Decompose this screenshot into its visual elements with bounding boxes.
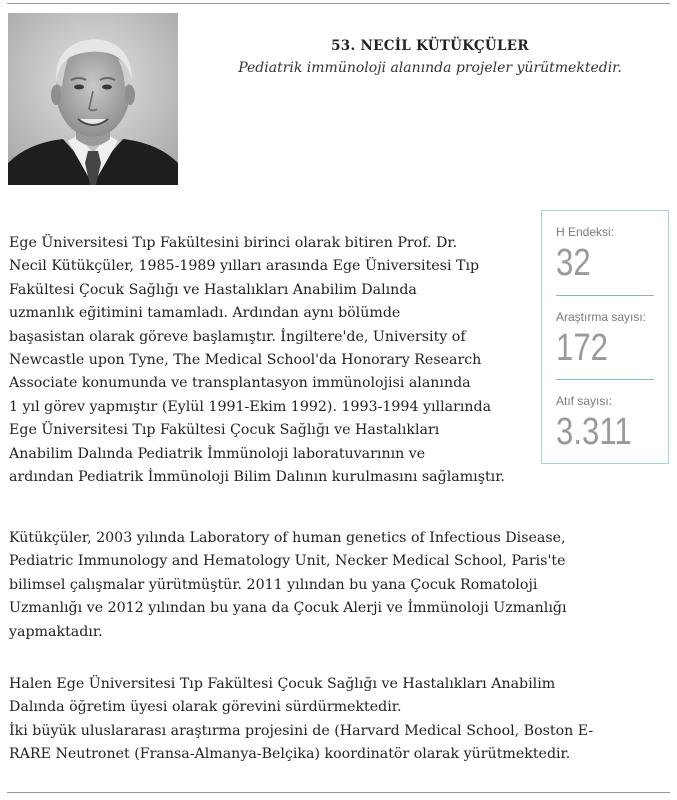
text-line: Necil Kütükçüler, 1985-1989 yılları arasında Ege Üniversitesi Tıp	[9, 258, 480, 275]
stat-label: Araştırma sayısı:	[556, 310, 647, 324]
text-line: Uzmanlığı ve 2012 yılından bu yana da Çocuk Alerji ve İmmünoloji Uzmanlığı	[9, 600, 567, 617]
portrait-photo	[8, 13, 178, 185]
stat-label: H Endeksi:	[556, 225, 615, 239]
stat-label: Atıf sayısı:	[556, 394, 613, 408]
portrait-illustration	[8, 13, 178, 185]
stat-value: 3.311	[556, 411, 632, 453]
text-line: Kütükçüler, 2003 yılında Laboratory of human genetics of Infectious Disease,	[9, 530, 566, 546]
text-line: Anabilim Dalında Pediatrik İmmünoloji laboratuvarının ve	[9, 445, 426, 462]
text-line: yapmaktadır.	[9, 623, 103, 640]
text-line: Associate konumunda ve transplantasyon immünolojisi alanında	[9, 375, 471, 392]
stat-value: 172	[556, 327, 608, 369]
text-line: Halen Ege Üniversitesi Tıp Fakültesi Çocuk Sağlığı ve Hastalıkları Anabilim	[9, 676, 556, 692]
text-line: uzmanlık eğitimini tamamladı. Ardından aynı bölümde	[9, 305, 401, 322]
text-line: bilimsel çalışmalar yürütmüştür. 2011 yılından bu yana Çocuk Romatoloji	[9, 576, 538, 593]
profile-name: 53. NECİL KÜTÜKÇÜLER	[331, 38, 529, 54]
text-line: Ege Üniversitesi Tıp Fakültesi Çocuk Sağlığı ve Hastalıkları	[9, 422, 440, 439]
top-divider	[7, 3, 670, 4]
bio-paragraph-1	[9, 232, 537, 489]
bio-paragraph-3	[9, 673, 669, 767]
text-line: RARE Neutronet (Fransa-Almanya-Belçika) koordinatör olarak yürütmektedir.	[9, 746, 571, 763]
bottom-divider	[7, 792, 670, 793]
text-line: Pediatric Immunology and Hematology Unit, Necker Medical School, Paris'te	[9, 553, 566, 570]
stat-citation-count	[556, 379, 654, 463]
text-line: 1 yıl görev yapmıştır (Eylül 1991-Ekim 1992). 1993-1994 yıllarında	[9, 398, 492, 415]
stat-research-count	[556, 295, 654, 379]
bio-paragraph-2	[9, 527, 669, 644]
text-line: Fakültesi Çocuk Sağlığı ve Hastalıkları Anabilim Dalında	[9, 281, 417, 298]
text-line: Newcastle upon Tyne, The Medical School'da Honorary Research	[9, 352, 482, 369]
stats-box	[541, 210, 669, 464]
text-line: İki büyük uluslararası araştırma projesini de (Harvard Medical School, Boston E-	[9, 722, 594, 739]
text-line: Ege Üniversitesi Tıp Fakültesini birinci olarak bitiren Prof. Dr.	[9, 235, 458, 251]
stat-value: 32	[556, 242, 591, 284]
text-line: ardından Pediatrik İmmünoloji Bilim Dalının kurulmasını sağlamıştır.	[9, 469, 505, 486]
profile-header	[190, 38, 670, 76]
text-line: başasistan olarak göreve başlamıştır. İngiltere'de, University of	[9, 328, 466, 345]
text-line: Dalında öğretim üyesi olarak görevini sürdürmektedir.	[9, 699, 402, 716]
stat-h-index	[556, 211, 654, 295]
profile-subtitle: Pediatrik immünoloji alanında projeler yürütmektedir.	[238, 60, 622, 76]
